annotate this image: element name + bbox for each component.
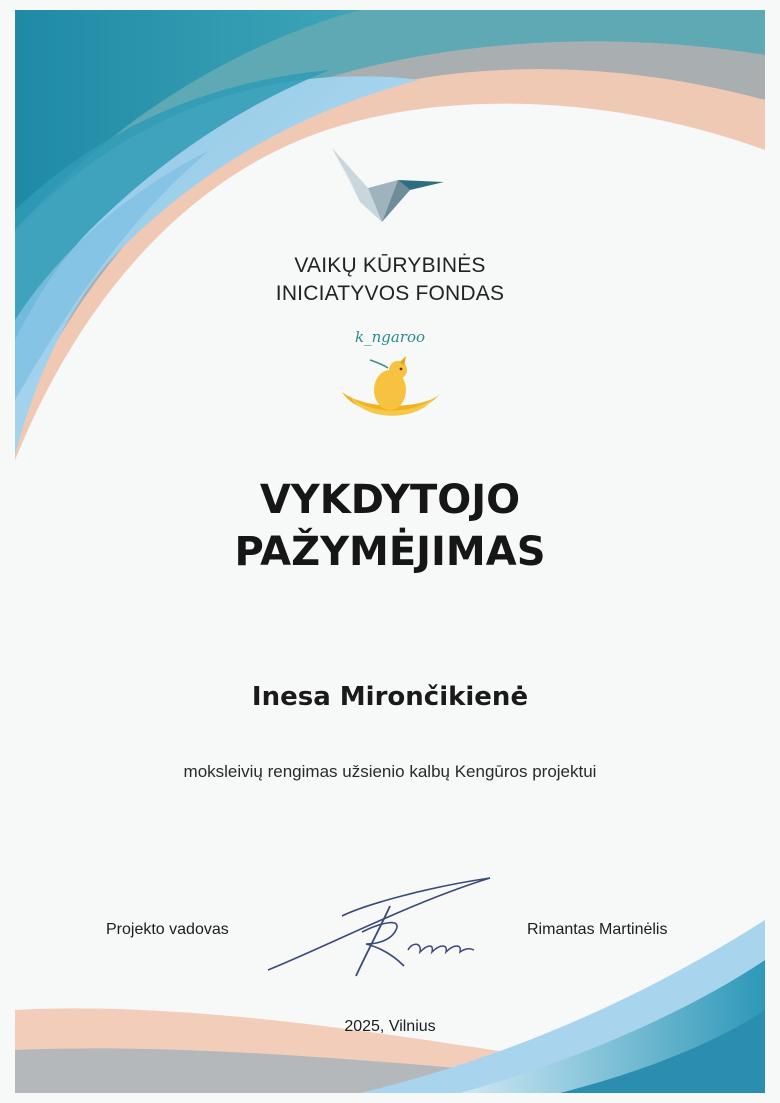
award-reason: moksleivių rengimas užsienio kalbų Kengūros projektui: [183, 762, 597, 781]
place-and-date: 2025, Vilnius: [344, 1018, 436, 1035]
certificate-title: [0, 474, 780, 578]
title-line-2: PAŽYMĖJIMAS: [234, 529, 546, 575]
handwritten-signature: [262, 872, 498, 982]
program-logo: [0, 328, 780, 347]
organization-line-2: INICIATYVOS FONDAS: [275, 282, 505, 305]
recipient-name: Inesa Mirončikienė: [251, 682, 529, 712]
recipient-block: [0, 682, 780, 712]
footer-block: [0, 1018, 780, 1036]
program-wordmark: k_ngaroo: [354, 328, 426, 346]
origami-bird-logo-icon: [320, 140, 450, 230]
signer-role-label: Projekto vadovas: [106, 921, 229, 938]
kangaroo-moon-icon: [338, 356, 444, 426]
title-line-1: VYKDYTOJO: [259, 477, 521, 523]
signer-name: Rimantas Martinėlis: [527, 921, 668, 938]
reason-block: [0, 762, 780, 782]
organization-line-1: VAIKŲ KŪRYBINĖS: [294, 254, 486, 277]
organization-name: [0, 252, 780, 308]
